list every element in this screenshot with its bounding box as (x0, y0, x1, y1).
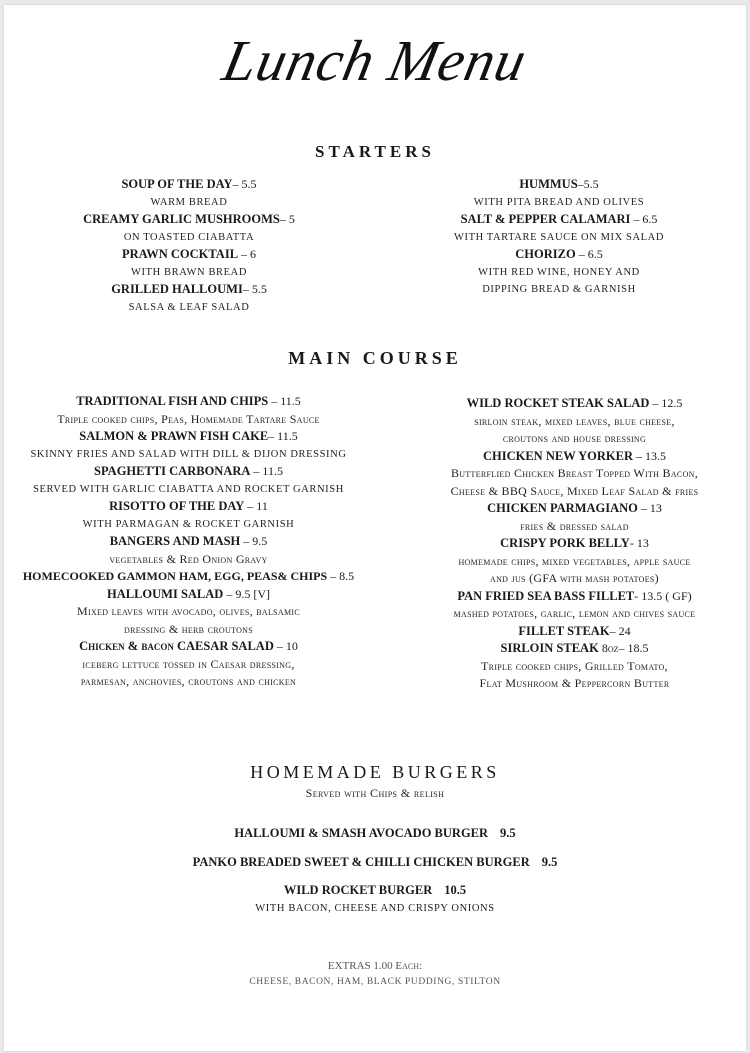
item-price: – 9.5 [V] (223, 586, 270, 601)
item-name: SALT & PEPPER CALAMARI (460, 212, 631, 226)
item-desc: SERVED WITH GARLIC CIABATTA AND ROCKET GARNISH (33, 483, 344, 495)
item-price: 9.5 (500, 826, 516, 840)
item-name: PRAWN COCKTAIL (121, 247, 239, 261)
menu-item (16, 498, 361, 516)
main-course-heading: MAIN COURSE (288, 348, 462, 368)
item-name: FILLET STEAK (518, 623, 610, 638)
burger-item (4, 826, 746, 841)
item-desc: iceberg lettuce tossed in Caesar dressing, (82, 656, 295, 671)
item-desc: WITH BRAWN BREAD (130, 266, 248, 278)
item-desc: WITH PARMAGAN & ROCKET GARNISH (82, 518, 295, 530)
menu-item (16, 586, 361, 604)
item-desc: ON TOASTED CIABATTA (123, 231, 255, 243)
starters-left-column (34, 176, 344, 316)
item-name: Chicken & bacon CAESAR SALAD (79, 639, 274, 653)
item-price: - 13.5 ( GF) (634, 588, 692, 603)
item-name: CRISPY PORK BELLY (500, 536, 630, 550)
item-price: – 13.5 (633, 448, 667, 463)
item-desc: Butterflied Chicken Breast Topped With Bacon, (450, 466, 699, 480)
menu-item (16, 463, 361, 481)
item-name: SIRLOIN STEAK (500, 641, 599, 655)
extras-title: EXTRAS 1.00 Each: (327, 960, 423, 972)
item-name: CREAMY GARLIC MUSHROOMS (83, 212, 280, 226)
menu-page (4, 5, 746, 1051)
item-price: – 11.5 (268, 429, 298, 443)
item-name: TRADITIONAL FISH AND CHIPS (76, 394, 269, 408)
item-name: WILD ROCKET STEAK SALAD (466, 396, 650, 410)
item-name: HOMECOOKED GAMMON HAM, EGG, PEAS& CHIPS (22, 569, 328, 583)
item-desc: Mixed leaves with avocado, olives, balsamic (77, 604, 300, 618)
menu-item (402, 395, 747, 413)
burger-item (4, 855, 746, 870)
item-name: SPAGHETTI CARBONARA (94, 464, 251, 478)
item-price: – 11.5 (268, 394, 301, 408)
item-price: – 13 (637, 501, 662, 515)
burger-item (4, 883, 746, 898)
menu-item (34, 176, 344, 194)
menu-item (16, 568, 361, 586)
item-desc: dressing & herb croutons (124, 621, 253, 636)
item-desc: homemade chips, mixed vegetables, apple sauce (458, 553, 691, 568)
item-price: – 6.5 (630, 212, 658, 226)
menu-item (34, 246, 344, 264)
item-price: – 12.5 (649, 396, 683, 410)
item-desc: Triple cooked chips, Grilled Tomato, (481, 658, 668, 673)
item-desc: Flat Mushroom & Peppercorn Butter (479, 676, 670, 690)
item-name: CHORIZO (515, 247, 576, 261)
item-price: –5.5 (577, 177, 599, 191)
menu-item (402, 588, 747, 606)
item-desc: and jus (GFA with mash potatoes) (490, 571, 659, 585)
item-name: SOUP OF THE DAY (121, 177, 233, 191)
item-desc: WARM BREAD (150, 196, 228, 208)
menu-title: Lunch Menu (217, 28, 533, 93)
menu-item (402, 448, 747, 466)
item-price: – 24 (609, 623, 631, 638)
item-price: – 5.5 (232, 177, 257, 191)
item-price: – 10 (273, 639, 298, 653)
item-desc: SALSA & LEAF SALAD (128, 301, 250, 313)
menu-item (16, 638, 361, 656)
menu-item (404, 211, 714, 229)
item-name: PANKO BREADED SWEET & CHILLI CHICKEN BURGER (192, 855, 530, 869)
item-price: 10.5 (444, 883, 467, 897)
menu-item (402, 640, 747, 658)
burgers-heading: HOMEMADE BURGERS (250, 762, 500, 782)
item-price: 8oz– 18.5 (598, 641, 649, 655)
item-price: - 13 (629, 536, 649, 550)
item-name: BANGERS AND MASH (109, 534, 241, 548)
burger-desc: WITH BACON, CHEESE AND CRISPY ONIONS (255, 903, 495, 914)
starters-right-column (404, 176, 714, 299)
item-desc: SKINNY FRIES AND SALAD WITH DILL & DIJON DRESSING (30, 448, 347, 460)
item-desc: parmesan, anchovies, croutons and chicken (80, 674, 297, 688)
item-desc: DIPPING BREAD & GARNISH (482, 284, 636, 295)
menu-item (34, 281, 344, 299)
menu-item (402, 535, 747, 553)
item-desc: vegetables & Red Onion Gravy (109, 551, 268, 566)
menu-item (402, 623, 747, 641)
item-price: – 9.5 (240, 534, 268, 548)
item-price: – 5 (279, 212, 295, 226)
menu-item (16, 428, 361, 446)
menu-item (34, 211, 344, 229)
menu-item (404, 176, 714, 194)
item-name: HUMMUS (519, 177, 578, 191)
item-price: – 6.5 (575, 247, 603, 261)
item-desc: fries & dressed salad (520, 518, 629, 533)
item-desc: croutons and house dressing (502, 431, 647, 445)
item-desc: sirloin steak, mixed leaves, blue cheese, (474, 413, 675, 428)
item-desc: mashed potatoes, garlic, lemon and chives sauce (453, 606, 696, 620)
item-desc: WITH TARTARE SAUCE ON MIX SALAD (453, 231, 665, 243)
item-price: – 6 (238, 247, 257, 261)
extras-list: CHEESE, BACON, HAM, BLACK PUDDING, STILTON (249, 977, 501, 987)
item-name: HALLOUMI & SMASH AVOCADO BURGER (234, 826, 489, 840)
item-name: PAN FRIED SEA BASS FILLET (457, 588, 635, 603)
item-price: – 11 (244, 499, 268, 513)
item-name: CHICKEN NEW YORKER (482, 448, 634, 463)
item-name: SALMON & PRAWN FISH CAKE (79, 429, 269, 443)
item-price: 9.5 (541, 855, 558, 869)
item-desc: Cheese & BBQ Sauce, Mixed Leaf Salad & fries (450, 483, 699, 498)
item-name: GRILLED HALLOUMI (111, 282, 243, 296)
item-desc: WITH RED WINE, HONEY AND (478, 266, 640, 278)
menu-item (16, 533, 361, 551)
burgers-subheading: Served with Chips & relish (305, 786, 445, 800)
starters-heading: STARTERS (315, 142, 435, 161)
item-name: HALLOUMI SALAD (106, 586, 224, 601)
menu-item (402, 500, 747, 518)
item-price: – 11.5 (250, 464, 283, 478)
item-price: – 8.5 (327, 569, 355, 583)
item-price: – 5.5 (242, 282, 267, 296)
menu-item (16, 393, 361, 411)
item-desc: WITH PITA BREAD AND OLIVES (473, 196, 645, 208)
item-desc: Triple cooked chips, Peas, Homemade Tartare Sauce (57, 411, 320, 426)
main-left-column (16, 393, 361, 691)
item-name: WILD ROCKET BURGER (283, 883, 433, 897)
item-name: RISOTTO OF THE DAY (109, 499, 245, 513)
item-name: CHICKEN PARMAGIANO (487, 501, 638, 515)
menu-item (404, 246, 714, 264)
main-right-column (402, 395, 747, 693)
